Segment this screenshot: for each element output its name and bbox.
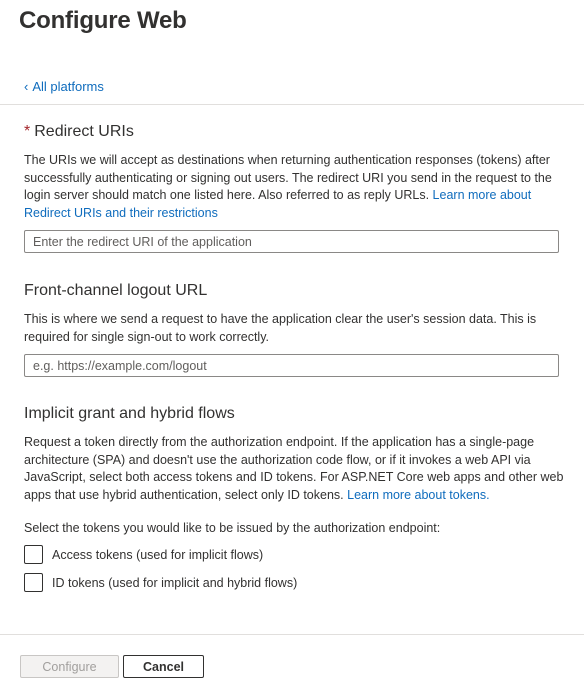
configure-button[interactable]: Configure <box>20 655 119 678</box>
implicit-grant-description-text: Request a token directly from the authorization endpoint. If the application has a single-page architecture (SPA) and doesn't use the authorization code flow, or if it invokes a web API via JavaScript, select both access tokens and ID tokens. For ASP.NET Core web apps and other web apps that use hybrid authentication, select only ID tokens. <box>24 435 564 502</box>
id-tokens-checkbox[interactable] <box>24 573 43 592</box>
logout-url-input[interactable] <box>24 354 559 377</box>
logout-url-title: Front-channel logout URL <box>24 282 208 299</box>
access-tokens-checkbox[interactable] <box>24 545 43 564</box>
redirect-uri-input[interactable] <box>24 230 559 253</box>
redirect-uris-title: Redirect URIs <box>34 123 134 140</box>
chevron-left-icon: ‹ <box>24 79 29 94</box>
redirect-uris-description-text: The URIs we will accept as destinations when returning authentication responses (tokens) after successfully authenticating or signing out users. The redirect URI you send in the request to the login server should match one listed here. Also referred to as reply URLs. <box>24 153 552 202</box>
redirect-uris-learn-more-link[interactable]: Learn more about Redirect URIs and their restrictions <box>24 188 532 220</box>
access-tokens-option[interactable] <box>24 545 263 564</box>
id-tokens-label: ID tokens (used for implicit and hybrid flows) <box>52 575 298 590</box>
cancel-button[interactable]: Cancel <box>123 655 204 678</box>
page-title: Configure Web <box>19 7 187 34</box>
access-tokens-label: Access tokens (used for implicit flows) <box>52 547 264 562</box>
id-tokens-option[interactable] <box>24 573 297 592</box>
required-marker: * <box>24 123 31 140</box>
implicit-grant-description <box>24 434 564 504</box>
redirect-uris-description <box>24 152 564 222</box>
all-platforms-link-label: All platforms <box>32 79 104 94</box>
tokens-prompt: Select the tokens you would like to be issued by the authorization endpoint: <box>24 521 441 535</box>
header-divider <box>0 104 584 105</box>
all-platforms-link[interactable] <box>24 79 104 94</box>
tokens-learn-more-link[interactable]: Learn more about tokens. <box>347 487 490 502</box>
redirect-uris-heading <box>24 123 134 141</box>
implicit-grant-title: Implicit grant and hybrid flows <box>24 405 235 422</box>
logout-url-description: This is where we send a request to have the application clear the user's session data. This is required for single sign-out to work correctly. <box>24 312 537 344</box>
footer-divider <box>0 634 584 635</box>
